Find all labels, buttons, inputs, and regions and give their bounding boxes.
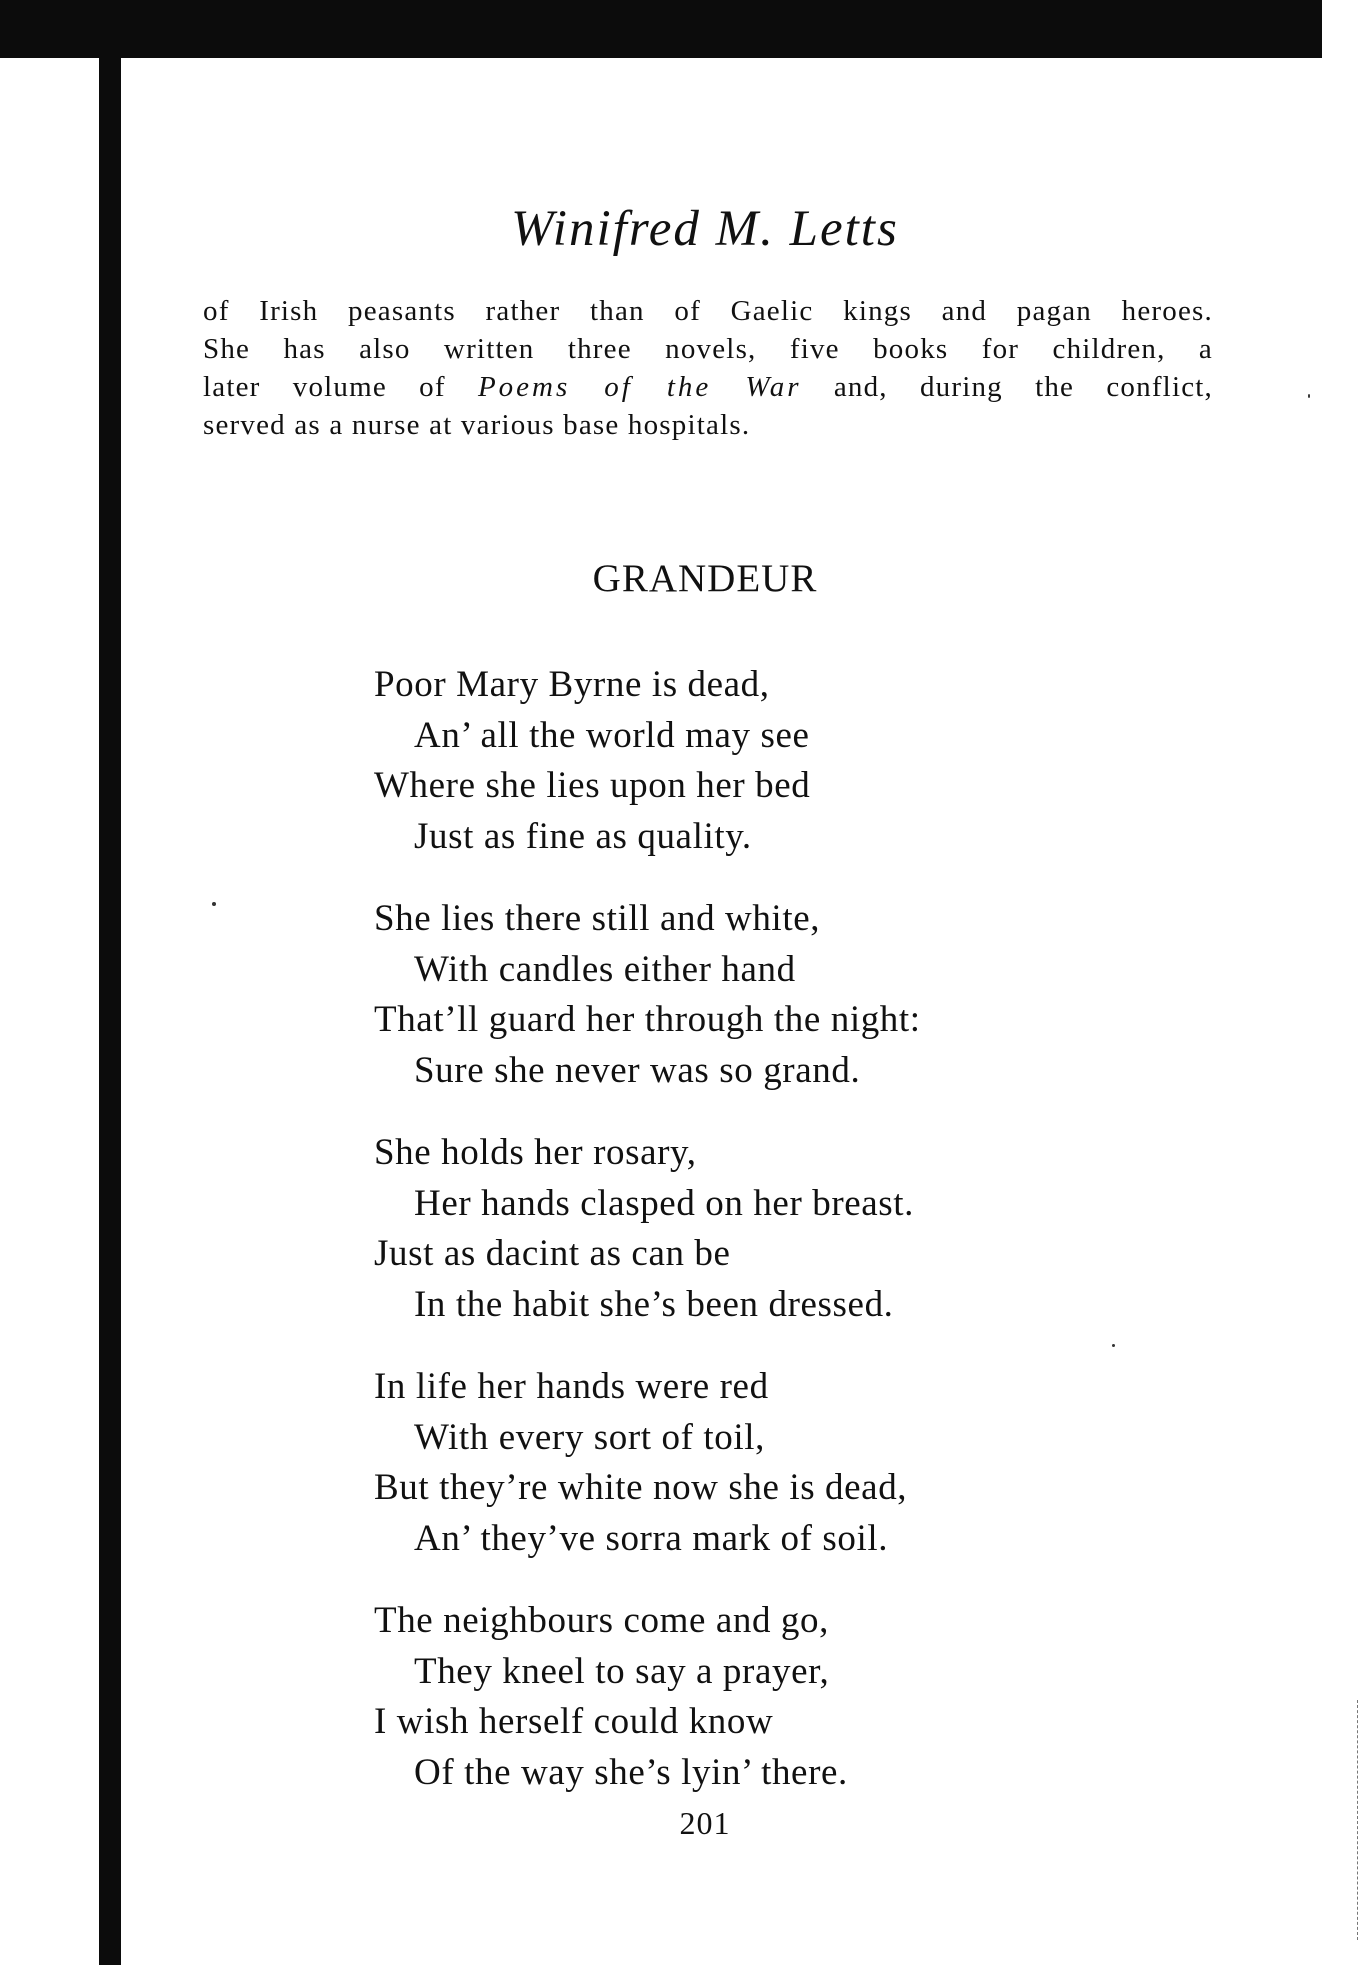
bio-text: and, during the conflict, bbox=[801, 371, 1213, 403]
running-head: Winifred M. Letts bbox=[511, 201, 899, 257]
book-title: Poems of the War bbox=[477, 371, 802, 403]
poem-line: She lies there still and white, bbox=[374, 898, 821, 939]
poem-line: An’ they’ve sorra mark of soil. bbox=[414, 1517, 889, 1559]
page-top-border bbox=[0, 0, 1322, 58]
poem-line: That’ll guard her through the night: bbox=[374, 999, 921, 1040]
author-bio bbox=[203, 292, 1213, 444]
poem-line: Her hands clasped on her breast. bbox=[414, 1182, 915, 1224]
poem-line: Sure she never was so grand. bbox=[414, 1049, 861, 1091]
bio-text: later volume of bbox=[203, 371, 478, 403]
scan-speck bbox=[1112, 1344, 1115, 1347]
bio-line: She has also written three novels, five books for children, a bbox=[203, 333, 1213, 365]
poem-line: Just as fine as quality. bbox=[414, 815, 752, 857]
scan-speck bbox=[1308, 394, 1310, 398]
poem-line: Poor Mary Byrne is dead, bbox=[374, 664, 770, 705]
page-number: 201 bbox=[679, 1805, 731, 1841]
stanza bbox=[374, 1362, 1134, 1564]
stanza bbox=[374, 894, 1134, 1096]
poem-body bbox=[374, 660, 1134, 1830]
poem-line: They kneel to say a prayer, bbox=[414, 1650, 830, 1692]
stanza bbox=[374, 1596, 1134, 1798]
poem-line: She holds her rosary, bbox=[374, 1132, 697, 1173]
poem-line: Where she lies upon her bed bbox=[374, 765, 811, 806]
poem-line: Just as dacint as can be bbox=[374, 1233, 731, 1274]
poem-line: In life her hands were red bbox=[374, 1366, 769, 1407]
poem-line: I wish herself could know bbox=[374, 1701, 774, 1742]
stanza bbox=[374, 660, 1134, 862]
poem-line: With candles either hand bbox=[414, 948, 796, 990]
poem-line: An’ all the world may see bbox=[414, 714, 810, 756]
poem-line: The neighbours come and go, bbox=[374, 1600, 829, 1641]
stanza bbox=[374, 1128, 1134, 1330]
bio-line bbox=[203, 368, 1213, 406]
scan-speck bbox=[212, 902, 216, 906]
page-left-border bbox=[99, 40, 121, 1965]
poem-title: GRANDEUR bbox=[592, 557, 818, 600]
poem-line: In the habit she’s been dressed. bbox=[414, 1283, 894, 1325]
scan-edge-mark bbox=[1357, 1700, 1361, 1940]
bio-line: served as a nurse at various base hospitals. bbox=[203, 409, 751, 441]
poem-line: Of the way she’s lyin’ there. bbox=[414, 1751, 848, 1793]
poem-line: With every sort of toil, bbox=[414, 1416, 765, 1458]
bio-line: of Irish peasants rather than of Gaelic kings and pagan heroes. bbox=[203, 295, 1213, 327]
poem-line: But they’re white now she is dead, bbox=[374, 1467, 908, 1508]
